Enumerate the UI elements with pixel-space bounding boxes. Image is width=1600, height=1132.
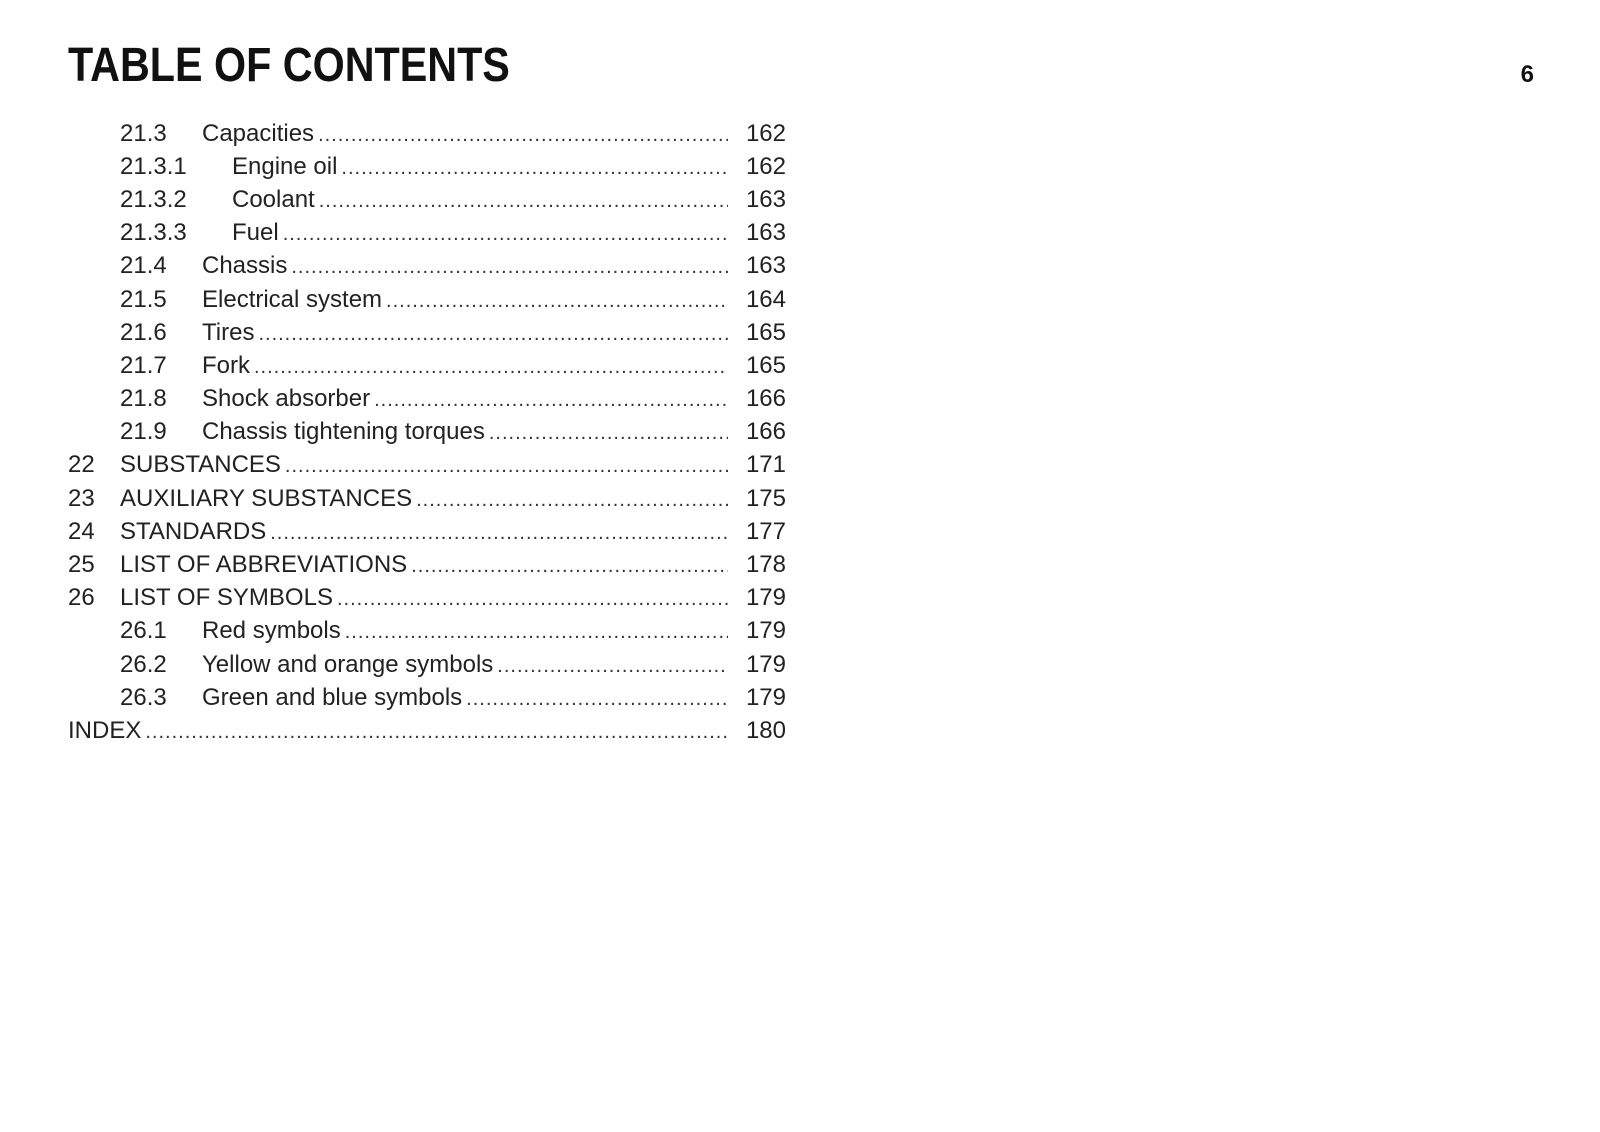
toc-entry-page: 162 bbox=[745, 152, 786, 180]
toc-entry-title: SUBSTANCES bbox=[120, 451, 281, 479]
toc-entry-page: 178 bbox=[745, 551, 786, 579]
toc-entry-page: 179 bbox=[745, 650, 786, 678]
dot-leader bbox=[285, 452, 728, 478]
toc-entry-title: AUXILIARY SUBSTANCES bbox=[120, 484, 413, 512]
toc-entry-page: 179 bbox=[745, 584, 786, 612]
dot-leader bbox=[466, 685, 728, 711]
toc-entry[interactable] bbox=[68, 349, 786, 382]
toc-entry-page: 163 bbox=[745, 252, 786, 280]
toc-entry-page: 164 bbox=[745, 285, 786, 313]
toc-entry[interactable] bbox=[68, 217, 786, 250]
toc-entry-title: LIST OF ABBREVIATIONS bbox=[120, 551, 408, 579]
toc-entry[interactable] bbox=[68, 548, 786, 581]
toc-entry[interactable] bbox=[68, 515, 786, 548]
page-number: 6 bbox=[1520, 61, 1534, 88]
toc-entry-page: 166 bbox=[745, 418, 786, 446]
toc-entry-number: 26.2 bbox=[120, 650, 167, 678]
toc-entry[interactable] bbox=[68, 449, 786, 482]
toc-entry-title: STANDARDS bbox=[120, 517, 267, 545]
toc-entry-title: Coolant bbox=[232, 185, 315, 213]
toc-entry[interactable] bbox=[68, 283, 786, 316]
toc-entry[interactable] bbox=[68, 681, 786, 714]
toc-entry-title: INDEX bbox=[68, 716, 142, 744]
toc-entry-title: LIST OF SYMBOLS bbox=[120, 584, 333, 612]
dot-leader bbox=[497, 652, 728, 678]
toc-entry-number: 26 bbox=[68, 584, 95, 612]
dot-leader bbox=[386, 287, 728, 313]
toc-entry-number: 21.3.2 bbox=[120, 185, 187, 213]
dot-leader bbox=[341, 154, 728, 180]
toc-entry[interactable] bbox=[68, 582, 786, 615]
toc-entry-number: 25 bbox=[68, 551, 95, 579]
toc-entry-number: 21.3 bbox=[120, 119, 167, 147]
toc-entry-page: 165 bbox=[745, 318, 786, 346]
dot-leader bbox=[337, 585, 728, 611]
toc-entry-page: 179 bbox=[745, 683, 786, 711]
dot-leader bbox=[258, 320, 728, 346]
dot-leader bbox=[291, 253, 728, 279]
toc-entry-number: 21.3.3 bbox=[120, 219, 187, 247]
toc-entry-number: 21.6 bbox=[120, 318, 167, 346]
toc-entry-page: 163 bbox=[745, 185, 786, 213]
toc-entry-number: 26.1 bbox=[120, 617, 167, 645]
toc-entry-page: 179 bbox=[745, 617, 786, 645]
table-of-contents bbox=[68, 117, 786, 748]
toc-entry[interactable] bbox=[68, 316, 786, 349]
toc-entry-title: Engine oil bbox=[232, 152, 338, 180]
toc-entry-number: 21.5 bbox=[120, 285, 167, 313]
toc-entry[interactable] bbox=[68, 250, 786, 283]
toc-entry-number: 26.3 bbox=[120, 683, 167, 711]
toc-entry-title: Chassis tightening torques bbox=[202, 418, 485, 446]
dot-leader bbox=[411, 552, 728, 578]
toc-entry-title: Capacities bbox=[202, 119, 315, 147]
toc-entry-title: Fork bbox=[202, 351, 250, 379]
toc-entry-page: 162 bbox=[745, 119, 786, 147]
dot-leader bbox=[318, 121, 728, 147]
toc-entry[interactable] bbox=[68, 416, 786, 449]
toc-entry[interactable] bbox=[68, 183, 786, 216]
toc-entry[interactable] bbox=[68, 648, 786, 681]
toc-entry-title: Electrical system bbox=[202, 285, 383, 313]
toc-entry[interactable] bbox=[68, 482, 786, 515]
toc-entry[interactable] bbox=[68, 150, 786, 183]
toc-entry-title: Chassis bbox=[202, 252, 288, 280]
toc-entry-number: 24 bbox=[68, 517, 95, 545]
toc-entry-number: 23 bbox=[68, 484, 95, 512]
toc-entry-title: Tires bbox=[202, 318, 255, 346]
dot-leader bbox=[374, 386, 728, 412]
dot-leader bbox=[489, 419, 728, 445]
toc-entry-page: 180 bbox=[745, 716, 786, 744]
dot-leader bbox=[416, 486, 728, 512]
toc-entry-page: 165 bbox=[745, 351, 786, 379]
dot-leader bbox=[319, 187, 728, 213]
toc-entry-page: 166 bbox=[745, 385, 786, 413]
toc-entry-title: Red symbols bbox=[202, 617, 341, 645]
toc-entry-number: 21.4 bbox=[120, 252, 167, 280]
toc-entry-number: 21.3.1 bbox=[120, 152, 187, 180]
toc-entry-number: 21.9 bbox=[120, 418, 167, 446]
dot-leader bbox=[270, 519, 728, 545]
toc-entry-number: 21.7 bbox=[120, 351, 167, 379]
toc-entry-page: 175 bbox=[745, 484, 786, 512]
toc-entry-number: 21.8 bbox=[120, 385, 167, 413]
page-title: TABLE OF CONTENTS bbox=[68, 39, 510, 92]
toc-entry[interactable] bbox=[68, 714, 786, 747]
toc-entry[interactable] bbox=[68, 117, 786, 150]
toc-entry-page: 177 bbox=[745, 517, 786, 545]
toc-entry-title: Fuel bbox=[232, 219, 279, 247]
toc-entry-number: 22 bbox=[68, 451, 95, 479]
dot-leader bbox=[283, 220, 728, 246]
toc-entry-page: 163 bbox=[745, 219, 786, 247]
toc-entry-title: Green and blue symbols bbox=[202, 683, 463, 711]
toc-entry-title: Yellow and orange symbols bbox=[202, 650, 494, 678]
dot-leader bbox=[145, 718, 728, 744]
dot-leader bbox=[345, 618, 728, 644]
toc-entry[interactable] bbox=[68, 615, 786, 648]
dot-leader bbox=[254, 353, 728, 379]
toc-entry[interactable] bbox=[68, 383, 786, 416]
toc-entry-page: 171 bbox=[745, 451, 786, 479]
toc-entry-title: Shock absorber bbox=[202, 385, 371, 413]
